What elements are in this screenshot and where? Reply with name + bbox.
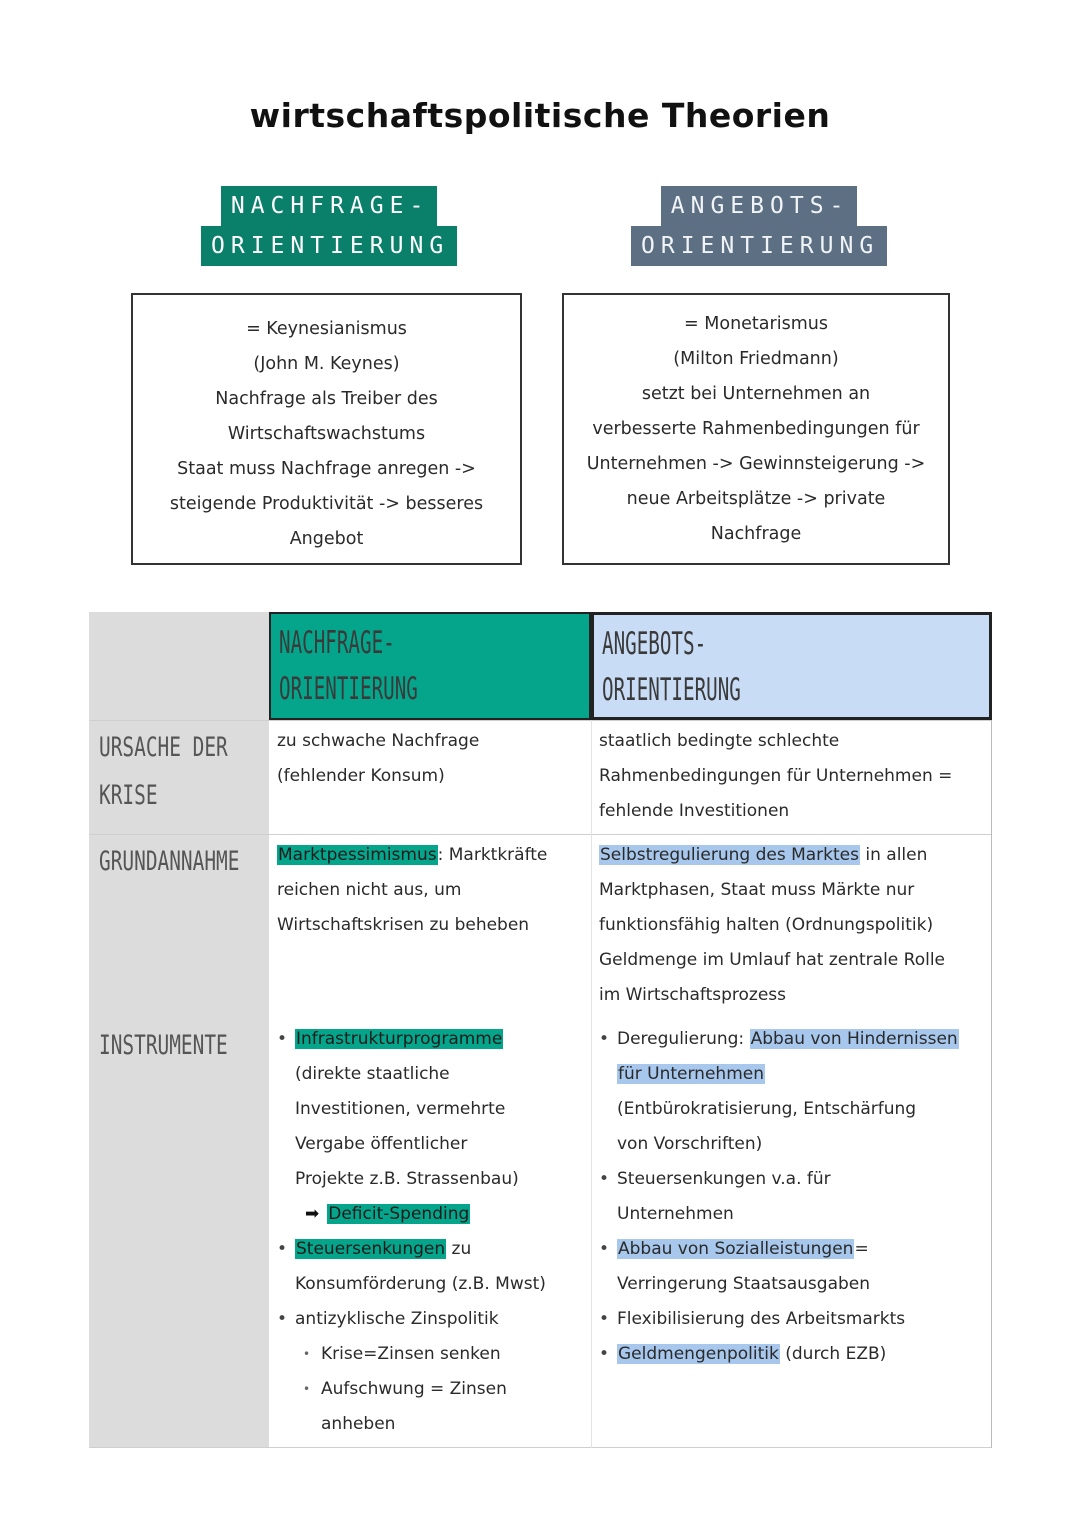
definition-line: Angebot <box>289 529 364 549</box>
comparison-table <box>89 612 992 1448</box>
definition-line: = Monetarismus <box>684 314 828 334</box>
definition-line: (Milton Friedmann) <box>673 349 839 369</box>
demand-definition-box <box>131 293 522 565</box>
table-header-demand <box>269 612 591 720</box>
header-line: ORIENTIERUNG <box>602 672 741 708</box>
supply-orientation-badge <box>631 186 887 266</box>
badge-line: ANGEBOTS- <box>661 186 858 226</box>
badge-line: ORIENTIERUNG <box>201 226 457 266</box>
list-item: • Steuersenkungen zu <box>277 1232 546 1267</box>
row-label-grundannahme: GRUNDANNAHME <box>99 846 240 877</box>
arrow-right-icon: ➡ <box>305 1204 320 1224</box>
highlight-selbstregulierung: Selbstregulierung des Marktes <box>600 845 859 865</box>
definition-line: Unternehmen -> Gewinnsteigerung -> <box>586 454 926 474</box>
list-item: • Deregulierung: Abbau von Hindernissen <box>599 1022 959 1057</box>
row-label-instrumente: INSTRUMENTE <box>99 1030 228 1061</box>
header-line: ANGEBOTS- <box>602 626 707 662</box>
cell-grundannahme-supply: Selbstregulierung des Marktes in allen Marktphasen, Staat muss Märkte nur funktionsfähig halten (Ordnungspolitik) Geldmenge im Umlauf hat zentrale Rolle im Wirtschaftsprozess <box>599 845 946 1005</box>
row-divider <box>89 720 992 721</box>
definition-line: setzt bei Unternehmen an <box>641 384 871 404</box>
page-title: wirtschaftspolitische Theorien <box>249 96 831 135</box>
list-item: • Flexibilisierung des Arbeitsmarkts <box>599 1302 959 1337</box>
list-item: • Infrastrukturprogramme <box>277 1022 546 1057</box>
definition-line: neue Arbeitsplätze -> private <box>626 489 886 509</box>
definition-line: steigende Produktivität -> besseres <box>169 494 484 514</box>
demand-orientation-badge <box>201 186 457 266</box>
badge-line: NACHFRAGE- <box>221 186 437 226</box>
definition-line: Wirtschaftswachstums <box>227 424 426 444</box>
header-line: ORIENTIERUNG <box>279 671 418 707</box>
list-item: • Abbau von Sozialleistungen= <box>599 1232 959 1267</box>
cell-ursache-demand: zu schwache Nachfrage (fehlender Konsum) <box>277 731 480 786</box>
cell-instrumente-demand: • Infrastrukturprogramme (direkte staatliche Investitionen, vermehrte Vergabe öffentlicher Projekte z.B. Strassenbau) ➡ Deficit-Spending • Steuersenkungen zu Konsumförderung (z.B. Mwst) • antizyklische Zinspolitik • Krise=Zinsen senken • Aufschwung = Zinsen anheben <box>277 1022 546 1442</box>
column-divider <box>591 720 592 1448</box>
cell-instrumente-supply: • Deregulierung: Abbau von Hindernissen für Unternehmen (Entbürokratisierung, Entschärfung von Vorschriften) • Steuersenkungen v.a. für Unternehmen • Abbau von Sozialleistungen= Verringerung Staatsausgaben • Flexibilisierung des Arbeitsmarkts • Geldmengenpolitik (durch EZB) <box>599 1022 959 1372</box>
list-item: • Steuersenkungen v.a. für <box>599 1162 959 1197</box>
definition-line: (John M. Keynes) <box>253 354 400 374</box>
definition-line: verbesserte Rahmenbedingungen für <box>592 419 920 439</box>
definition-line: = Keynesianismus <box>246 319 407 339</box>
list-item: • Geldmengenpolitik (durch EZB) <box>599 1337 959 1372</box>
highlight-deficit-spending: Deficit-Spending <box>328 1204 470 1224</box>
row-divider <box>89 834 992 835</box>
table-right-border <box>991 720 992 1448</box>
row-divider <box>89 1447 992 1448</box>
definition-line: Staat muss Nachfrage anregen -> <box>177 459 476 479</box>
definition-line: Nachfrage als Treiber des <box>215 389 438 409</box>
highlight-marktpessimismus: Marktpessimismus <box>278 845 437 865</box>
list-item: • antizyklische Zinspolitik <box>277 1302 546 1337</box>
definition-line: Nachfrage <box>710 524 802 544</box>
header-line: NACHFRAGE- <box>279 625 395 661</box>
cell-grundannahme-demand: Marktpessimismus: Marktkräfte reichen nicht aus, um Wirtschaftskrisen zu beheben <box>277 845 548 935</box>
table-header-supply <box>591 612 992 720</box>
supply-definition-box <box>562 293 950 565</box>
row-label-ursache: URSACHE DER KRISE <box>99 732 228 811</box>
sub-list-item: • Aufschwung = Zinsen <box>277 1372 546 1407</box>
badge-line: ORIENTIERUNG <box>631 226 887 266</box>
cell-ursache-supply: staatlich bedingte schlechte Rahmenbedingungen für Unternehmen = fehlende Investitionen <box>599 731 953 821</box>
sub-list-item: • Krise=Zinsen senken <box>277 1337 546 1372</box>
